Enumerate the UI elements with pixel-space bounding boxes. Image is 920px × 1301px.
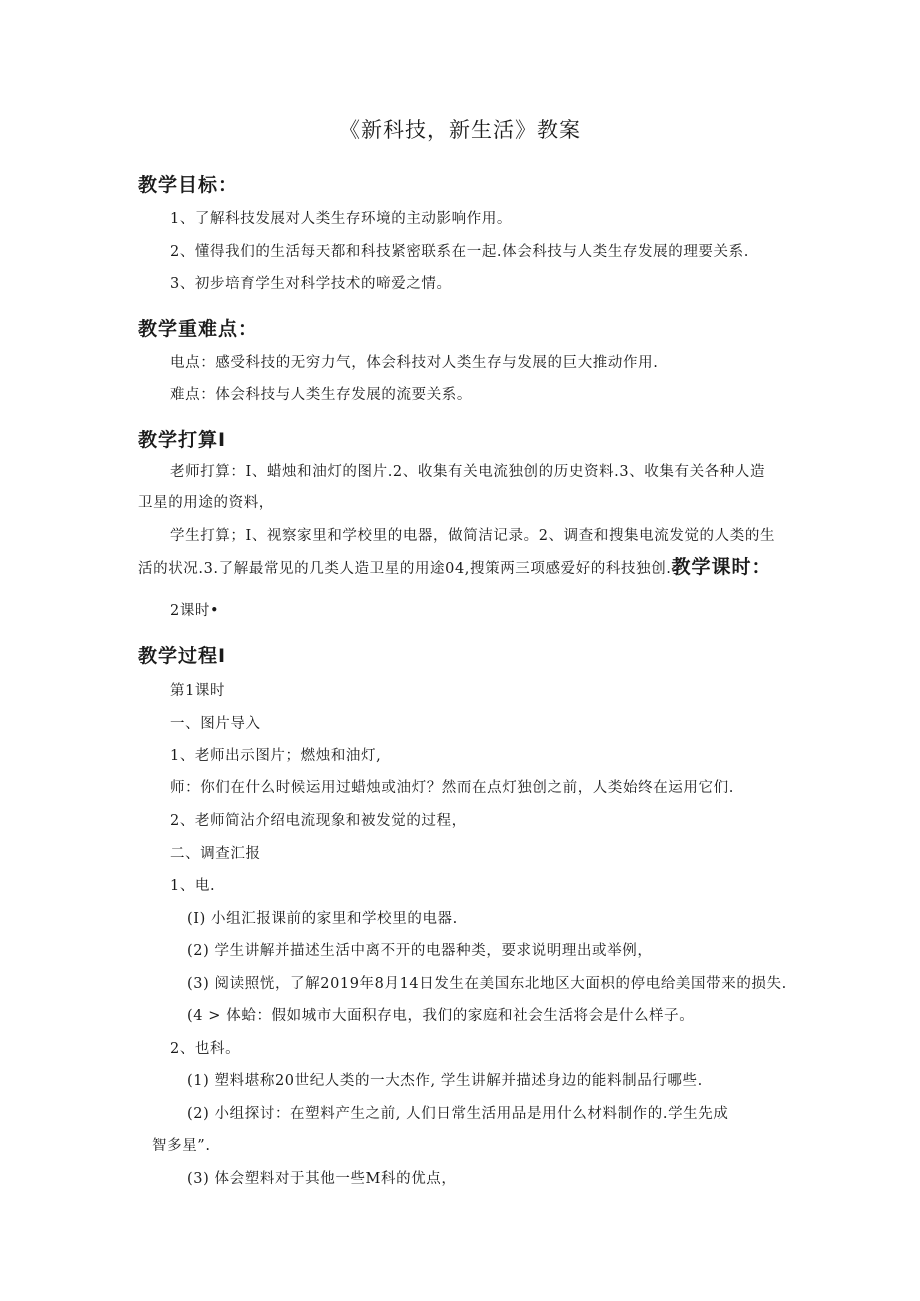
process-line: 第1课时 [170, 683, 226, 699]
process-heading: 教学过程I [138, 645, 227, 667]
process-line: (3) 体会塑料对于其他一些M科的优点， [187, 1171, 457, 1187]
document-title: 《新科技，新生活》教案 [339, 118, 581, 142]
process-line: 1、老师出示图片；燃烛和油灯, [170, 748, 382, 764]
process-line: 一、图片导入 [170, 716, 261, 732]
goal-item: 2、懂得我们的生活每天都和科技紧密联系在一起.体会科技与人类生存发展的理要关系. [170, 244, 749, 260]
prep-student-text: 学生打算；I、视察家里和学校里的电器，做简洁记录。2、调查和搜集电流发觉的人类的生活的状况.3.了解最常见的几类人造卫星的用途04,搜策两三项感爱好的科技独创. [138, 528, 776, 577]
prep-student-paragraph [138, 521, 788, 585]
process-line: (I) 小组汇报课前的家里和学校里的电器. [187, 911, 458, 927]
process-line: 1、电. [170, 878, 216, 894]
prep-teacher-paragraph [138, 457, 778, 519]
key-points-heading: 教学重难点： [138, 318, 259, 340]
process-line: 二、调查汇报 [170, 846, 261, 862]
process-line: (2) 小组探讨：在塑料产生之前, 人们日常生活用品是用什么材料制作的.学生先成 [187, 1106, 729, 1122]
process-line: (4 > 体蛤：假如城市大面积存电，我们的家庭和社会生活将会是什么样子。 [187, 1008, 695, 1024]
process-line: 师：你们在什么时候运用过蜡烛或油灯？然而在点灯独创之前，人类始终在运用它们. [170, 780, 734, 796]
prep-heading: 教学打算I [138, 429, 227, 451]
process-line: 2、老师简沾介绍电流现象和被发觉的过程， [170, 813, 467, 829]
process-line: (2) 学生讲解并描述生活中离不开的电器种类，要求说明理出或举例， [187, 943, 653, 959]
process-line: (3) 阅读照恍，了解2019年8月14日发生在美国东北地区大面枳的停电给美国带来的损失. [187, 976, 787, 992]
hours-heading: 教学课时： [671, 556, 772, 578]
process-line: 智多星”. [152, 1138, 211, 1154]
process-line: 2、也科。 [170, 1041, 241, 1057]
key-point: 难点：体会科技与人类生存发展的流要关系。 [170, 387, 472, 403]
hours-value: 2课时• [170, 603, 220, 619]
prep-teacher-text: 老师打算：I、蜡烛和油灯的图片.2、收集有关电流独创的历史资料.3、收集有关各种人造卫星的用途的资料， [138, 464, 766, 511]
goals-heading: 教学目标： [138, 174, 239, 196]
key-point: 电点：感受科技的无穷力气，体会科技对人类生存与发展的巨大推动作用. [170, 355, 659, 371]
goal-item: 3、初步培育学生对科学技术的啼爱之情。 [170, 276, 452, 292]
process-line: (1) 塑料堪称20世纪人类的一大杰作, 学生讲解并描述身边的能料制品行哪些. [187, 1073, 703, 1089]
goal-item: 1、了解科技发展对人类生存环境的主动影响作用。 [170, 211, 513, 227]
